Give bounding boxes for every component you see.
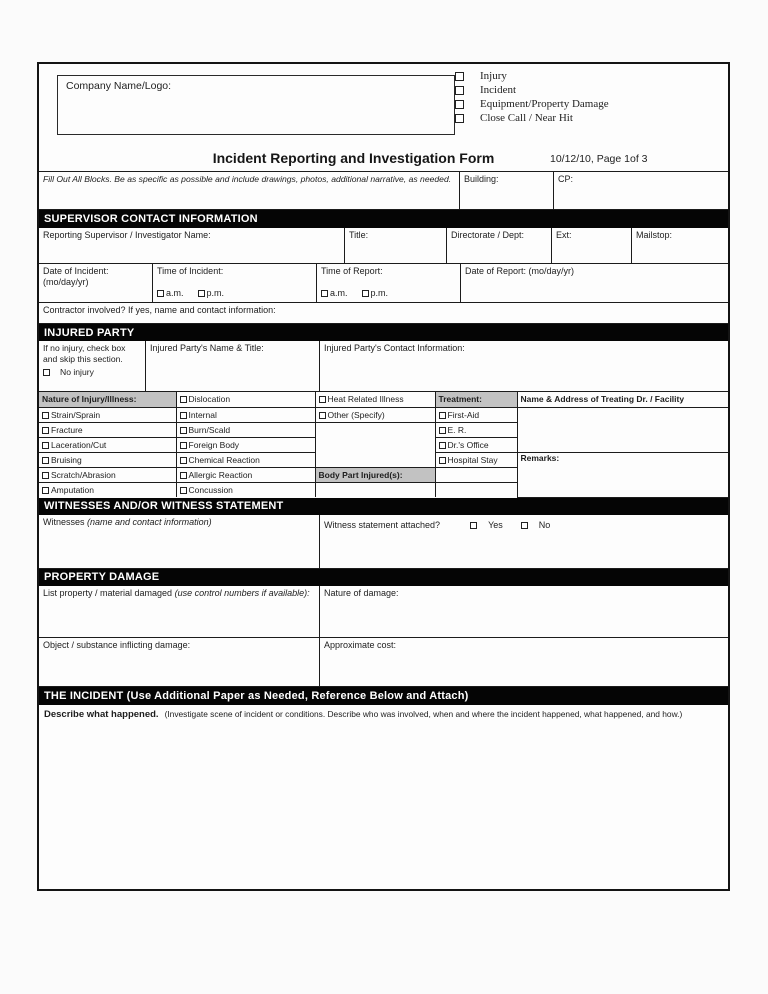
laceration-option (39, 437, 176, 452)
injured-contact-field[interactable] (320, 341, 728, 391)
body-part-field[interactable] (435, 467, 517, 482)
incident-ampm-group (157, 288, 312, 300)
building-field[interactable] (460, 172, 554, 209)
report-am-option (321, 288, 348, 299)
date-of-incident-field[interactable] (39, 264, 153, 302)
mailstop-field[interactable] (632, 228, 728, 263)
nature-of-damage-label: Nature of damage: (324, 587, 399, 598)
witness-statement-label: Witness statement attached? (324, 519, 441, 530)
describe-note: (Investigate scene of incident or conditions. Describe who was involved, when and where the incident happened, what happened, and how.) (164, 708, 683, 719)
section-bar-the-incident: THE INCIDENT (Use Additional Paper as Needed, Reference Below and Attach) (39, 687, 728, 705)
er-label: E. R. (447, 424, 467, 435)
first-aid-checkbox[interactable] (439, 412, 446, 419)
burn-checkbox[interactable] (180, 427, 187, 434)
property-damage-row-1 (39, 586, 728, 638)
property-list-note: (use control numbers if available): (174, 587, 310, 598)
internal-checkbox[interactable] (180, 412, 187, 419)
cp-field[interactable] (554, 172, 728, 209)
page-title: Incident Reporting and Investigation Form (212, 150, 495, 166)
internal-option (176, 407, 315, 422)
report-pm-option (362, 288, 389, 299)
supervisor-title-label: Title: (349, 230, 369, 240)
strain-label: Strain/Sprain (51, 409, 101, 420)
close-call-label: Close Call / Near Hit (480, 112, 573, 124)
time-of-report-label: Time of Report: (321, 266, 383, 276)
contractor-field[interactable] (39, 303, 728, 323)
injured-party-row (39, 341, 728, 392)
nature-of-injury-header: Nature of Injury/Illness: (39, 392, 176, 407)
bruising-label: Bruising (51, 454, 82, 465)
incident-type-equipment (455, 97, 609, 111)
dislocation-label: Dislocation (188, 394, 231, 405)
dislocation-checkbox[interactable] (180, 396, 187, 403)
witness-no-option (521, 520, 551, 531)
supervisor-row (39, 228, 728, 264)
drs-office-label: Dr.'s Office (447, 439, 489, 450)
witness-yes-option (470, 520, 503, 531)
witness-no-checkbox[interactable] (521, 522, 528, 529)
witnesses-field[interactable] (39, 515, 320, 568)
allergic-checkbox[interactable] (180, 472, 187, 479)
directorate-field[interactable] (447, 228, 552, 263)
first-aid-label: First-Aid (447, 409, 480, 420)
witness-row (39, 515, 728, 569)
no-injury-note: If no injury, check box and skip this section. (43, 343, 126, 364)
object-inflicting-label: Object / substance inflicting damage: (43, 639, 191, 650)
incident-pm-label: p.m. (206, 287, 225, 298)
injured-name-field[interactable] (146, 341, 320, 391)
treating-doctor-header: Name & Address of Treating Dr. / Facility (517, 392, 728, 407)
ext-label: Ext: (556, 230, 572, 240)
time-of-report-field[interactable] (317, 264, 461, 302)
heat-illness-label: Heat Related Illness (327, 394, 404, 405)
incident-pm-checkbox[interactable] (198, 290, 205, 297)
contractor-row (39, 303, 728, 324)
table-row (39, 392, 728, 407)
hospital-stay-label: Hospital Stay (447, 454, 498, 465)
report-pm-checkbox[interactable] (362, 290, 369, 297)
incident-type-injury (455, 69, 609, 83)
describe-label: Describe what happened. (44, 708, 159, 720)
general-info-row (39, 172, 728, 210)
company-logo-label: Company Name/Logo: (66, 80, 172, 92)
remarks-field[interactable] (517, 452, 728, 497)
burn-label: Burn/Scald (188, 424, 231, 435)
date-of-incident-label: Date of Incident: (43, 266, 109, 276)
injury-table (39, 392, 728, 498)
date-of-incident-format: (mo/day/yr) (43, 277, 89, 288)
allergic-option (176, 467, 315, 482)
dislocation-option (176, 392, 315, 407)
incident-form (37, 62, 730, 891)
incident-label: Incident (480, 84, 517, 96)
section-bar-supervisor: SUPERVISOR CONTACT INFORMATION (39, 210, 728, 228)
equipment-damage-checkbox[interactable] (455, 100, 464, 109)
section-bar-property-damage: PROPERTY DAMAGE (39, 569, 728, 586)
internal-label: Internal (188, 409, 217, 420)
fracture-checkbox[interactable] (42, 427, 49, 434)
burn-option (176, 422, 315, 437)
supervisor-name-label: Reporting Supervisor / Investigator Name: (43, 230, 211, 240)
concussion-checkbox[interactable] (180, 487, 187, 494)
heat-illness-checkbox[interactable] (319, 396, 326, 403)
strain-checkbox[interactable] (42, 412, 49, 419)
injury-label: Injury (480, 70, 507, 82)
section-bar-injured-party: INJURED PARTY (39, 324, 728, 341)
cp-label: CP: (558, 174, 574, 184)
foreign-body-checkbox[interactable] (180, 442, 187, 449)
report-ampm-group (321, 288, 456, 300)
other-option (315, 407, 435, 422)
table-row (39, 407, 728, 422)
incident-am-option (157, 288, 184, 299)
object-inflicting-field[interactable] (39, 638, 320, 686)
incident-checkbox[interactable] (455, 86, 464, 95)
report-pm-label: p.m. (370, 287, 389, 298)
laceration-checkbox[interactable] (42, 442, 49, 449)
no-injury-option (43, 367, 141, 378)
date-page-info: 10/12/10, Page 1of 3 (550, 153, 648, 165)
witnesses-label: Witnesses (43, 516, 88, 527)
mailstop-label: Mailstop: (636, 230, 673, 240)
witness-yes-checkbox[interactable] (470, 522, 477, 529)
treating-doctor-field[interactable] (517, 407, 728, 452)
treatment-empty-cell[interactable] (435, 482, 517, 497)
property-list-field[interactable] (39, 586, 320, 637)
witness-statement-cell (320, 515, 728, 568)
fracture-option (39, 422, 176, 437)
concussion-label: Concussion (188, 484, 233, 495)
scratch-checkbox[interactable] (42, 472, 49, 479)
scratch-option (39, 467, 176, 482)
incident-am-checkbox[interactable] (157, 290, 164, 297)
amputation-checkbox[interactable] (42, 487, 49, 494)
injured-contact-label: Injured Party's Contact Information: (324, 343, 465, 353)
drs-office-option (435, 437, 517, 452)
amputation-label: Amputation (51, 484, 94, 495)
no-injury-checkbox[interactable] (43, 369, 50, 376)
report-am-checkbox[interactable] (321, 290, 328, 297)
incident-am-label: a.m. (166, 287, 184, 298)
hospital-stay-option (435, 452, 517, 467)
property-list-label: List property / material damaged (43, 587, 175, 598)
concussion-option (176, 482, 315, 497)
other-label: Other (Specify) (327, 409, 385, 420)
other-specify-field[interactable] (315, 422, 435, 467)
first-aid-option (435, 407, 517, 422)
approximate-cost-field[interactable] (320, 638, 728, 686)
building-label: Building: (464, 174, 499, 184)
close-call-checkbox[interactable] (455, 114, 464, 123)
witness-yes-label: Yes (488, 519, 503, 530)
bruising-checkbox[interactable] (42, 457, 49, 464)
time-of-incident-field[interactable] (153, 264, 317, 302)
injury-checkbox[interactable] (455, 72, 464, 81)
incident-type-incident (455, 83, 609, 97)
laceration-label: Laceration/Cut (51, 439, 107, 450)
describe-what-happened-field[interactable] (39, 705, 728, 890)
strain-option (39, 407, 176, 422)
bruising-option (39, 452, 176, 467)
incident-type-close-call (455, 111, 609, 125)
supervisor-title-field[interactable] (345, 228, 447, 263)
ext-field[interactable] (552, 228, 632, 263)
body-part-header: Body Part Injured(s): (315, 467, 435, 482)
witness-no-label: No (538, 519, 551, 530)
scratch-label: Scratch/Abrasion (51, 469, 116, 480)
approximate-cost-label: Approximate cost: (324, 639, 397, 650)
incident-type-list (455, 69, 609, 125)
chemical-checkbox[interactable] (180, 457, 187, 464)
injured-name-label: Injured Party's Name & Title: (150, 343, 264, 353)
remarks-label: Remarks: (520, 452, 560, 463)
heat-illness-option (315, 392, 435, 407)
witness-statement-line (324, 517, 724, 531)
witnesses-note: (name and contact information) (87, 516, 212, 527)
title-row (39, 137, 728, 172)
supervisor-name-field[interactable] (39, 228, 345, 263)
section-bar-witnesses: WITNESSES AND/OR WITNESS STATEMENT (39, 498, 728, 515)
foreign-body-label: Foreign Body (188, 439, 240, 450)
date-of-report-label: Date of Report: (mo/day/yr) (465, 266, 575, 276)
drs-office-checkbox[interactable] (439, 442, 446, 449)
dates-row (39, 264, 728, 303)
time-of-incident-label: Time of Incident: (157, 266, 224, 276)
er-option (435, 422, 517, 437)
no-injury-cell (39, 341, 146, 391)
contractor-label: Contractor involved? If yes, name and contact information: (43, 305, 276, 315)
body-part-field-2[interactable] (315, 482, 435, 497)
nature-of-damage-field[interactable] (320, 586, 728, 637)
no-injury-label: No injury (60, 367, 94, 378)
equipment-damage-label: Equipment/Property Damage (480, 98, 609, 110)
date-of-report-field[interactable] (461, 264, 728, 302)
directorate-label: Directorate / Dept: (451, 230, 525, 240)
er-checkbox[interactable] (439, 427, 446, 434)
incident-pm-option (198, 288, 225, 299)
form-header (39, 64, 728, 137)
other-checkbox[interactable] (319, 412, 326, 419)
chemical-label: Chemical Reaction (188, 454, 260, 465)
treatment-header: Treatment: (435, 392, 517, 407)
allergic-label: Allergic Reaction (188, 469, 253, 480)
amputation-option (39, 482, 176, 497)
fracture-label: Fracture (51, 424, 83, 435)
hospital-stay-checkbox[interactable] (439, 457, 446, 464)
company-logo-box[interactable] (57, 75, 455, 135)
foreign-body-option (176, 437, 315, 452)
chemical-option (176, 452, 315, 467)
report-am-label: a.m. (330, 287, 348, 298)
property-damage-row-2 (39, 638, 728, 687)
fill-out-instructions: Fill Out All Blocks. Be as specific as possible and include drawings, photos, additional narrative, as needed. (39, 172, 460, 209)
